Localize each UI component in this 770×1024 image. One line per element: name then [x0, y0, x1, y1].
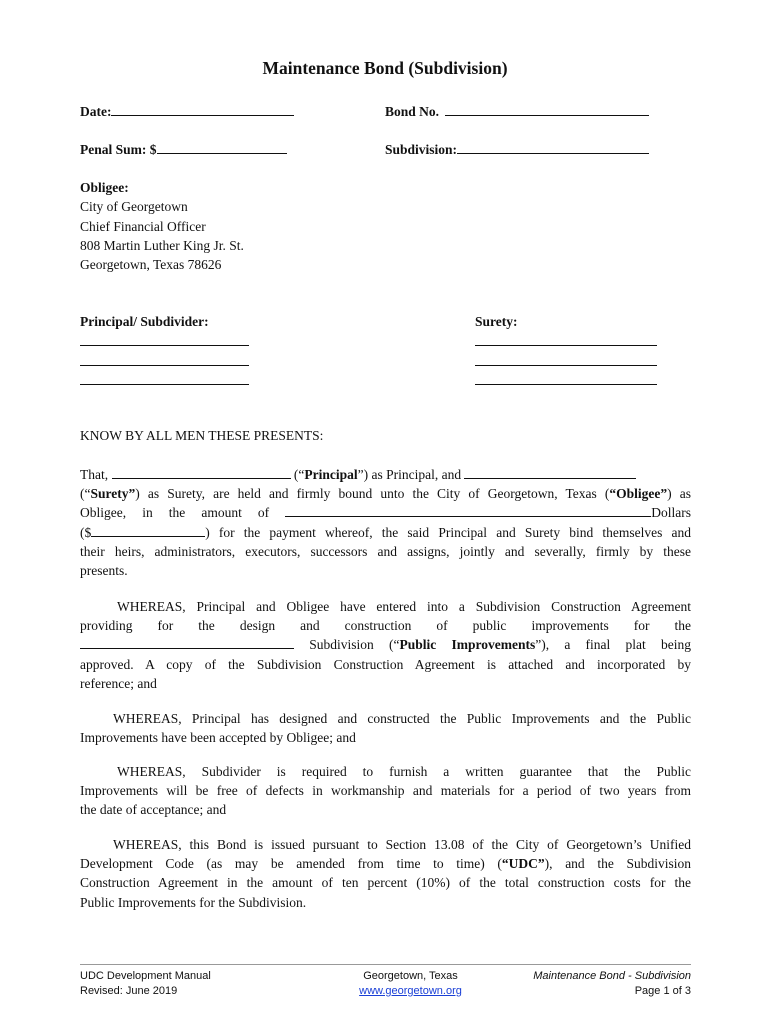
surety-signature-line	[475, 345, 657, 346]
footer-divider	[80, 964, 691, 965]
surety-signature-line	[475, 365, 657, 366]
text-line: their heirs, administrators, executors, successors and assigns, jointly and severally, firmly by these	[80, 543, 691, 559]
subdivision-blank	[457, 140, 649, 154]
text-line: Construction Agreement in the amount of ten percent (10%) of the total construction costs for the	[80, 875, 691, 891]
bond-no-label: Bond No.	[385, 104, 440, 119]
bond-no-field	[385, 102, 649, 120]
document-title: Maintenance Bond (Subdivision)	[262, 58, 508, 78]
text-line: Public Improvements for the Subdivision.	[80, 894, 307, 910]
paragraph-whereas-udc	[80, 835, 691, 912]
footer-website-link[interactable]: www.georgetown.org	[359, 984, 462, 997]
know-all-men-heading: KNOW BY ALL MEN THESE PRESENTS:	[80, 428, 324, 443]
footer-city: Georgetown, Texas	[363, 970, 458, 982]
footer-page-number: Page 1 of 3	[634, 984, 691, 997]
principal-label: Principal/ Subdivider:	[80, 314, 209, 329]
principal-signature-line	[80, 345, 249, 346]
text-line: ($ ) for the payment whereof, the said Principal and Surety bind themselves and	[80, 524, 691, 540]
obligee-line: Chief Financial Officer	[80, 218, 206, 234]
text-line: WHEREAS, this Bond is issued pursuant to Section 13.08 of the City of Georgetown’s Unified	[113, 837, 691, 852]
footer-left	[80, 969, 211, 998]
surety-name-blank	[464, 466, 636, 479]
text-line: Obligee, in the amount of Dollars	[80, 505, 691, 521]
text-line: the date of acceptance; and	[80, 802, 227, 818]
text-line: WHEREAS, Principal and Obligee have entered into a Subdivision Construction Agreement	[117, 599, 691, 614]
obligee-line: 808 Martin Luther King Jr. St.	[80, 237, 244, 253]
date-blank	[111, 102, 294, 116]
text-line: Subdivision (“Public Improvements”), a final plat being	[80, 635, 691, 654]
text-line: approved. A copy of the Subdivision Construction Agreement is attached and incorporated by	[80, 656, 691, 672]
footer-document-name: Maintenance Bond - Subdivision	[533, 970, 691, 982]
obligee-line: Georgetown, Texas 78626	[80, 257, 222, 273]
footer-right	[431, 969, 691, 998]
footer-manual-name: UDC Development Manual	[80, 970, 211, 982]
surety-signature-line	[475, 384, 657, 385]
text-line: Improvements have been accepted by Obligee; and	[80, 730, 356, 746]
amount-number-blank	[91, 524, 205, 537]
amount-words-blank	[285, 504, 651, 517]
penal-sum-field	[80, 140, 287, 158]
subdivision-label: Subdivision:	[385, 142, 458, 157]
obligee-block	[80, 178, 244, 274]
date-label: Date:	[80, 104, 112, 119]
principal-name-blank	[112, 466, 291, 479]
text-line: WHEREAS, Subdivider is required to furnish a written guarantee that the Public	[117, 764, 691, 779]
obligee-line: City of Georgetown	[80, 199, 188, 215]
principal-signature-line	[80, 384, 249, 385]
principal-signature-line	[80, 365, 249, 366]
text-line: providing for the design and construction of public improvements for the	[80, 618, 691, 634]
paragraph-bond-obligation	[80, 465, 691, 580]
obligee-label: Obligee:	[80, 180, 129, 195]
subdivision-name-blank	[80, 636, 294, 649]
paragraph-whereas-constructed	[80, 709, 691, 747]
text-line: That, (“Principal”) as Principal, and	[80, 465, 691, 484]
text-line: WHEREAS, Principal has designed and constructed the Public Improvements and the Public	[113, 711, 691, 726]
paragraph-whereas-agreement	[80, 597, 691, 693]
footer-revised-date: Revised: June 2019	[80, 984, 178, 997]
surety-label: Surety:	[475, 314, 518, 329]
subdivision-field	[385, 140, 649, 158]
date-field	[80, 102, 294, 120]
text-line: (“Surety”) as Surety, are held and firmly bound unto the City of Georgetown, Texas (“Obligee”) as	[80, 486, 691, 502]
text-line: reference; and	[80, 675, 157, 691]
bond-no-blank	[445, 102, 649, 116]
text-line: presents.	[80, 563, 128, 579]
text-line: Improvements will be free of defects in workmanship and materials for a period of two years from	[80, 783, 691, 799]
penal-sum-blank	[157, 140, 287, 154]
paragraph-whereas-guarantee	[80, 762, 691, 820]
penal-sum-label: Penal Sum: $	[80, 142, 157, 157]
text-line: Development Code (as may be amended from time to time) (“UDC”), and the Subdivision	[80, 856, 691, 872]
